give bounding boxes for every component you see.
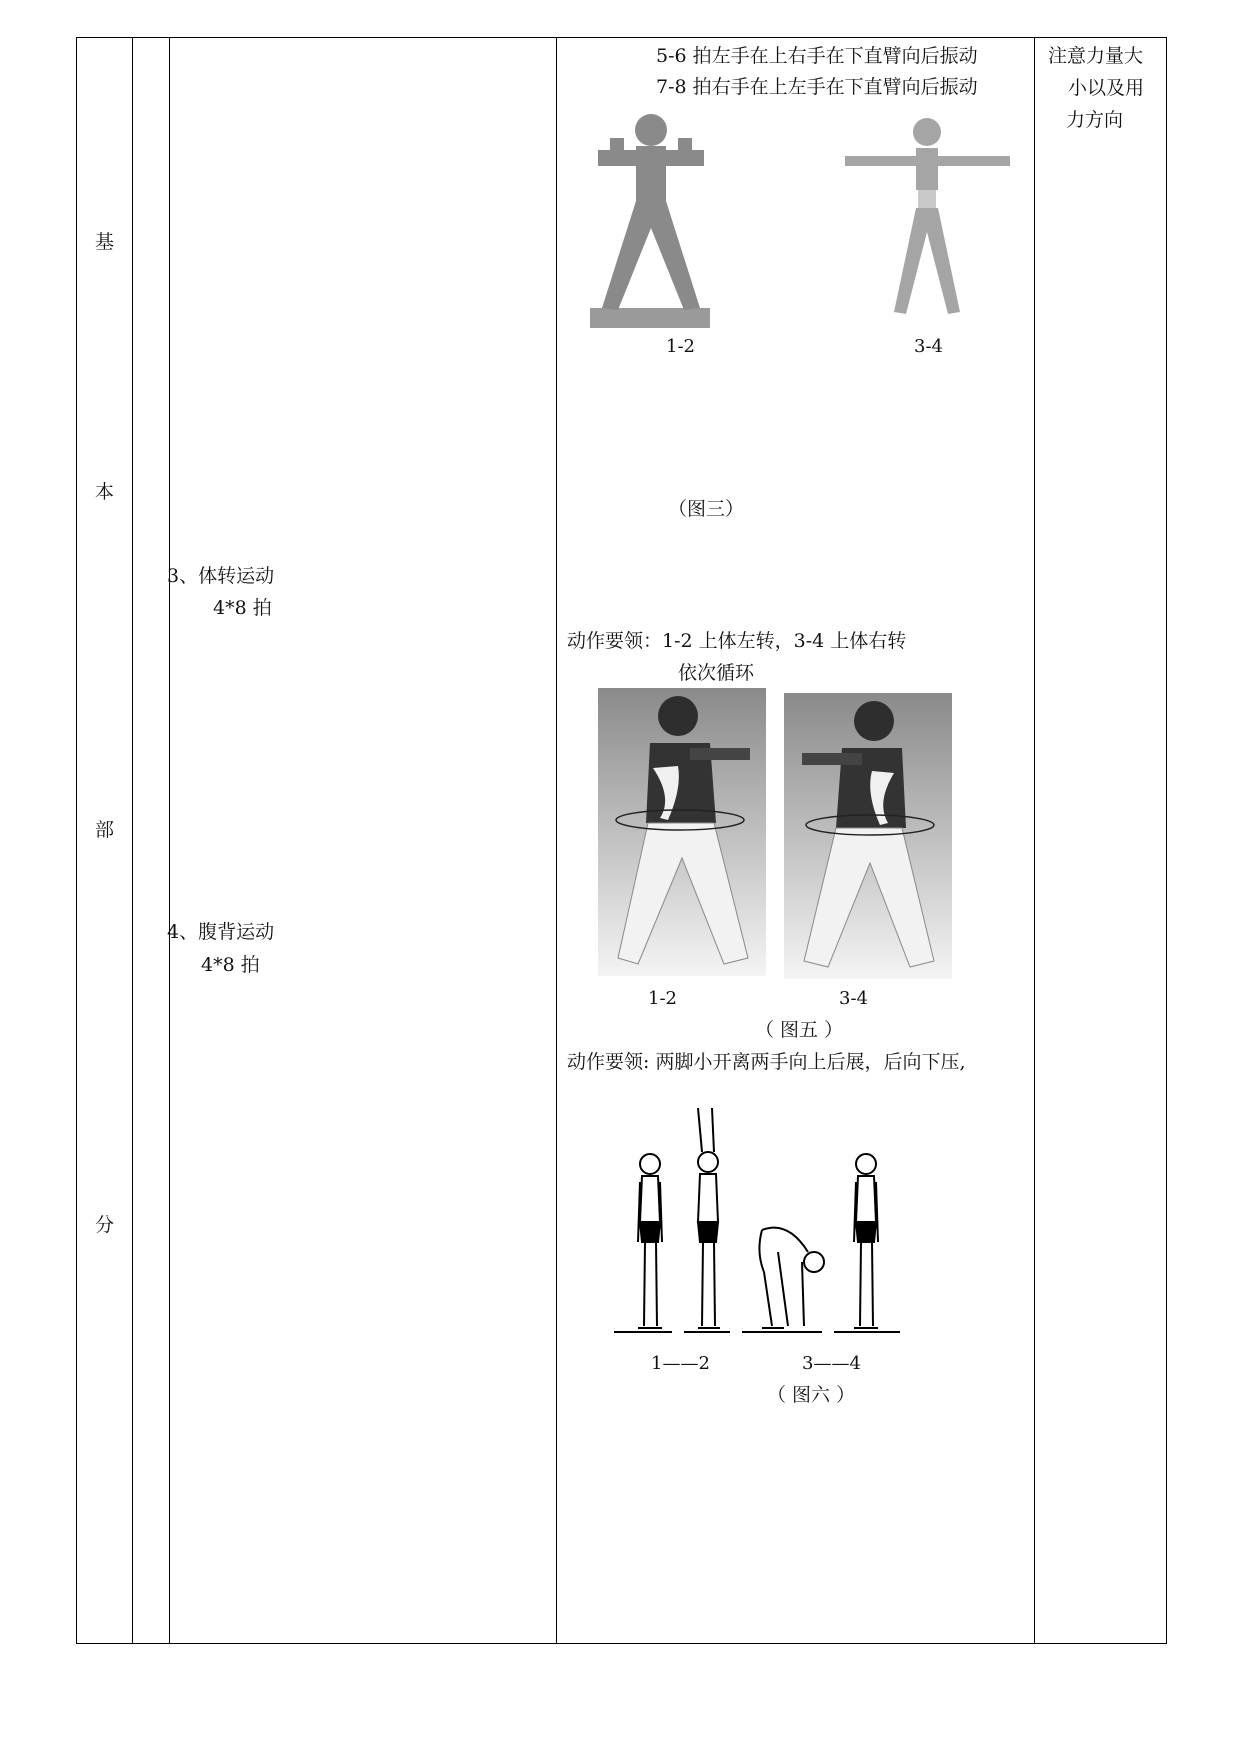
exercise-count: 4*8 拍 (201, 954, 260, 976)
note-line: 力方向 (1066, 109, 1124, 131)
fig6-caption: （ 图六 ） (767, 1384, 856, 1406)
fig5-caption: （ 图五 ） (755, 1019, 844, 1041)
instruction-line: 7-8 拍右手在上左手在下直臂向后振动 (656, 76, 978, 98)
note-line: 小以及用 (1068, 77, 1145, 99)
section-label-char: 部 (95, 819, 115, 841)
fig5-label: 1-2 (648, 988, 677, 1009)
fig3-photo-2 (840, 112, 1015, 322)
exercise-title: 3、体转运动 (167, 565, 275, 587)
fig6-label: 3——4 (802, 1353, 861, 1374)
fig6-drawing (612, 1102, 902, 1338)
fig5-instruction: 依次循环 (678, 662, 755, 684)
section-label-char: 分 (95, 1214, 115, 1236)
exercise-count: 4*8 拍 (213, 597, 272, 619)
fig5-photo-2 (784, 693, 952, 979)
column-divider (169, 37, 170, 1644)
fig6-instruction: 动作要领: 两脚小开离两手向上后展，后向下压, (567, 1051, 966, 1073)
fig3-label: 3-4 (914, 336, 943, 357)
fig5-label: 3-4 (839, 988, 868, 1009)
column-divider (132, 37, 133, 1644)
section-label-char: 本 (95, 481, 115, 503)
fig5-instruction: 动作要领：1-2 上体左转，3-4 上体右转 (567, 630, 907, 652)
fig3-caption: （图三） (668, 498, 745, 520)
fig5-photo-1 (598, 688, 766, 976)
fig3-label: 1-2 (666, 336, 695, 357)
column-divider (556, 37, 557, 1644)
instruction-line: 5-6 拍左手在上右手在下直臂向后振动 (656, 45, 978, 67)
column-divider (1034, 37, 1035, 1644)
fig3-photo-1 (588, 108, 713, 330)
section-label-char: 基 (95, 231, 115, 253)
exercise-title: 4、腹背运动 (167, 921, 275, 943)
note-line: 注意力量大 (1048, 45, 1144, 67)
fig6-label: 1——2 (651, 1353, 710, 1374)
